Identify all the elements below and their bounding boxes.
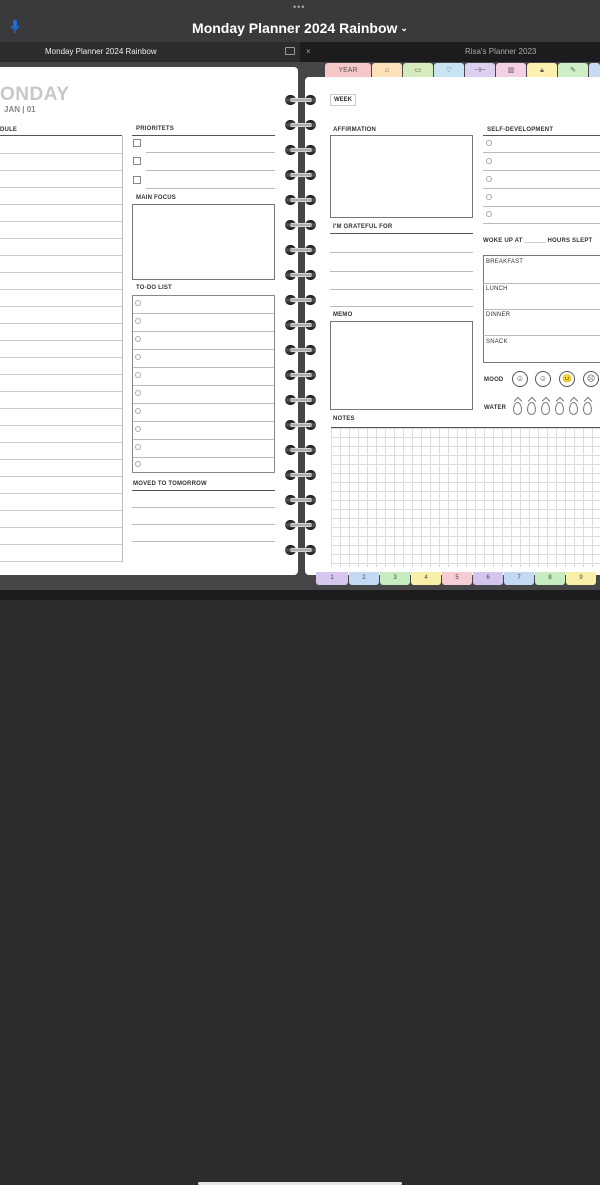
self-dev-bullet[interactable]	[486, 140, 492, 146]
spiral-ring	[282, 145, 322, 155]
todo-bullet[interactable]	[135, 336, 141, 342]
multitask-dots[interactable]: •••	[293, 2, 306, 12]
priority-checkbox[interactable]	[133, 139, 141, 147]
dumbbell-icon: ⊣⊢	[473, 67, 487, 74]
notes-icon: ✎	[570, 67, 576, 74]
water-drop-icon[interactable]	[555, 402, 564, 415]
water-drop-icon[interactable]	[527, 402, 536, 415]
todo-bullet[interactable]	[135, 426, 141, 432]
line	[146, 152, 275, 153]
mood-label: MOOD	[484, 377, 504, 383]
todo-heading: TO-DO LIST	[136, 285, 172, 291]
divider	[483, 135, 600, 136]
tab-label: Monday Planner 2024 Rainbow	[45, 47, 157, 56]
moved-heading: MOVED TO TOMORROW	[133, 481, 207, 487]
tab-fitness[interactable]	[465, 63, 495, 78]
spiral-ring	[282, 520, 322, 530]
spiral-ring	[282, 270, 322, 280]
bottom-tab-8[interactable]: 8	[535, 572, 565, 585]
week-label[interactable]: WEEK	[330, 94, 356, 106]
todo-bullet[interactable]	[135, 444, 141, 450]
spiral-ring	[282, 545, 322, 555]
line	[483, 152, 600, 153]
line	[483, 335, 600, 336]
line	[483, 283, 600, 284]
line	[483, 206, 600, 207]
tab-lock[interactable]	[527, 63, 557, 78]
line	[330, 306, 473, 307]
notes-heading: NOTES	[333, 416, 355, 422]
memo-box[interactable]	[330, 321, 473, 410]
spiral-ring	[282, 395, 322, 405]
todo-bullet[interactable]	[135, 354, 141, 360]
bottom-tab-9[interactable]: 9	[566, 572, 596, 585]
home-indicator-bar	[0, 590, 600, 600]
water-drop-icon[interactable]	[513, 402, 522, 415]
line	[132, 524, 275, 525]
schedule-lines[interactable]	[0, 137, 122, 562]
todo-bullet[interactable]	[135, 372, 141, 378]
divider	[132, 490, 275, 491]
tab-money[interactable]	[403, 63, 433, 78]
spiral-ring	[282, 220, 322, 230]
tab-cart[interactable]	[589, 63, 600, 78]
spiral-ring	[282, 370, 322, 380]
spiral-ring	[282, 295, 322, 305]
todo-bullet[interactable]	[135, 408, 141, 414]
money-icon: ▭	[414, 67, 422, 74]
line	[483, 309, 600, 310]
mood-neutral-icon[interactable]: 😐	[559, 371, 575, 387]
self-development-heading: SELF-DEVELOPMENT	[487, 127, 554, 133]
self-dev-bullet[interactable]	[486, 158, 492, 164]
line	[132, 507, 275, 508]
water-label: WATER	[484, 405, 507, 411]
mood-happy-icon[interactable]: ☺	[512, 371, 528, 387]
spiral-ring	[282, 95, 322, 105]
self-dev-bullet[interactable]	[486, 176, 492, 182]
bottom-tab-3[interactable]: 3	[380, 572, 410, 585]
bottom-tab-1[interactable]: 1	[316, 572, 348, 585]
home-icon: ⌂	[384, 67, 390, 74]
affirmation-heading: AFFIRMATION	[333, 127, 377, 133]
water-drop-icon[interactable]	[583, 402, 592, 415]
tab-label: Risa's Planner 2023	[465, 47, 537, 56]
todo-list[interactable]	[132, 295, 275, 473]
todo-bullet[interactable]	[135, 300, 141, 306]
spiral-ring	[282, 470, 322, 480]
tab-bar	[0, 42, 600, 62]
spiral-ring	[282, 120, 322, 130]
snack-label: SNACK	[486, 339, 508, 345]
priorities-heading: PRIORITETS	[136, 126, 175, 132]
line	[330, 271, 473, 272]
tab-chart[interactable]	[496, 63, 526, 78]
main-focus-heading: MAIN FOCUS	[136, 195, 176, 201]
spiral-ring	[282, 345, 322, 355]
water-drop-icon[interactable]	[569, 402, 578, 415]
spiral-ring	[282, 420, 322, 430]
lock-icon: 🔒︎	[540, 67, 544, 74]
woke-up-label[interactable]: WOKE UP AT ______ HOURS SLEPT	[483, 238, 593, 244]
divider	[330, 233, 473, 234]
self-dev-bullet[interactable]	[486, 211, 492, 217]
bottom-tab-4[interactable]: 4	[411, 572, 441, 585]
schedule-heading: DULE	[0, 127, 18, 133]
close-tab-icon[interactable]: ×	[306, 47, 311, 56]
spiral-ring	[282, 245, 322, 255]
spiral-ring	[282, 495, 322, 505]
tab-year[interactable]: YEAR	[325, 63, 371, 78]
todo-bullet[interactable]	[135, 390, 141, 396]
date-label: JAN | 01	[4, 105, 36, 114]
tab-monday-planner[interactable]	[0, 42, 300, 62]
todo-bullet[interactable]	[135, 318, 141, 324]
line	[483, 223, 600, 224]
bottom-tab-5[interactable]: 5	[442, 572, 472, 585]
main-focus-box[interactable]	[132, 204, 275, 280]
chart-icon: ▥	[507, 67, 515, 74]
bottom-tab-6[interactable]: 6	[473, 572, 503, 585]
day-title: ONDAY	[0, 84, 70, 105]
self-dev-bullet[interactable]	[486, 194, 492, 200]
spiral-ring	[282, 445, 322, 455]
notes-grid[interactable]	[331, 427, 600, 567]
breakfast-label: BREAKFAST	[486, 259, 524, 265]
chevron-down-icon: ⌄	[400, 23, 408, 33]
footer-text: rt	[0, 578, 4, 584]
line	[330, 252, 473, 253]
dinner-label: DINNER	[486, 312, 511, 318]
line	[483, 170, 600, 171]
spiral-binding	[282, 95, 322, 565]
tab-notes[interactable]	[558, 63, 588, 78]
lunch-label: LUNCH	[486, 286, 508, 292]
divider	[122, 136, 123, 562]
water-drop-icon[interactable]	[541, 402, 550, 415]
grateful-heading: I'M GRATEFUL FOR	[333, 224, 393, 230]
line	[146, 170, 275, 171]
tab-heart[interactable]	[434, 63, 464, 78]
mood-smile-icon[interactable]: ☺	[535, 371, 551, 387]
line	[483, 188, 600, 189]
spiral-ring	[282, 195, 322, 205]
memo-heading: MEMO	[333, 312, 353, 318]
heart-icon: ♡	[445, 67, 453, 74]
priority-checkbox[interactable]	[133, 176, 141, 184]
affirmation-box[interactable]	[330, 135, 473, 218]
mood-sad-icon[interactable]: ☹	[583, 371, 599, 387]
top-bar	[0, 0, 600, 42]
bottom-tab-7[interactable]: 7	[504, 572, 534, 585]
tab-risa-planner[interactable]	[300, 42, 600, 62]
spiral-ring	[282, 320, 322, 330]
spiral-ring	[282, 170, 322, 180]
document-title[interactable]: Monday Planner 2024 Rainbow ⌄	[192, 20, 408, 36]
bottom-tab-2[interactable]: 2	[349, 572, 379, 585]
tab-home[interactable]	[372, 63, 402, 78]
split-view-icon[interactable]	[285, 47, 295, 55]
divider	[132, 135, 275, 136]
priority-checkbox[interactable]	[133, 157, 141, 165]
divider	[0, 135, 122, 136]
line	[132, 541, 275, 542]
todo-bullet[interactable]	[135, 461, 141, 467]
line	[330, 289, 473, 290]
line	[146, 188, 275, 189]
